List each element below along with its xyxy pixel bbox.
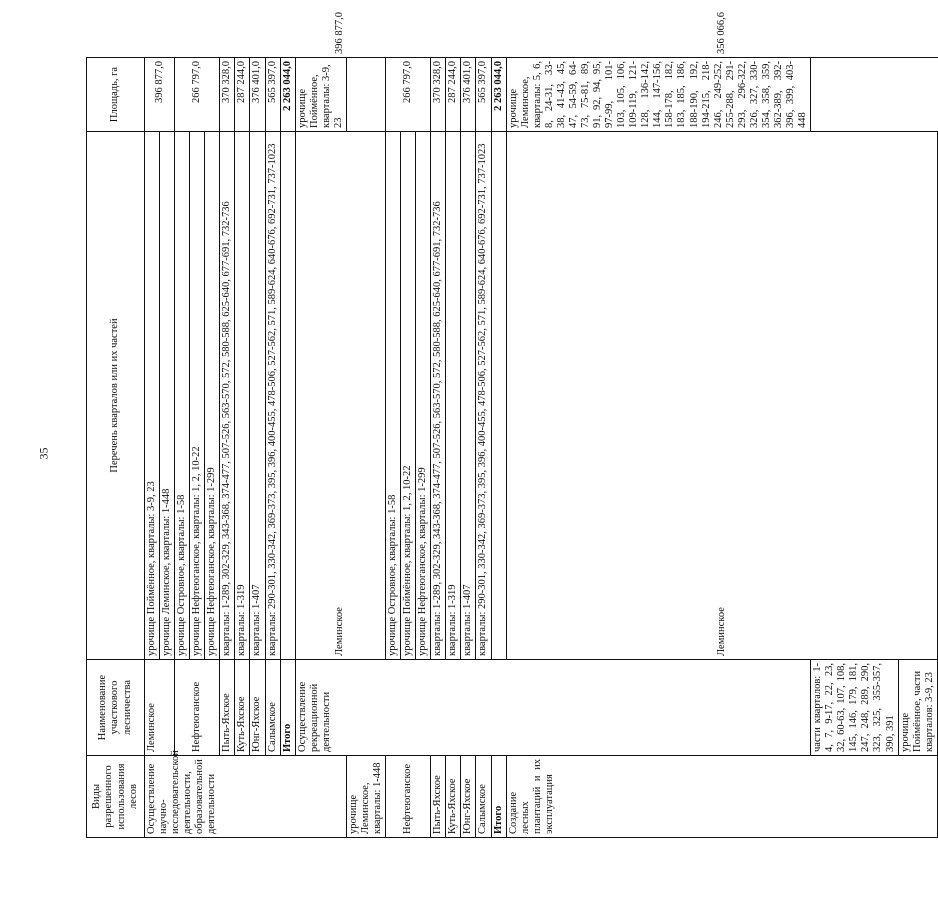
header-area: Площадь, га [87,58,145,132]
quarters-cell: урочище Нефтеюганское, кварталы: 1-299 [205,132,220,660]
quarters-cell: части кварталов: 1-4, 7, 9-17, 22, 23, 32, 60-63, 107, 108, 145, 146, 179, 181, 247, 248, 289, 290, 323, 325, 355-357, 390, 391 [811,660,898,756]
total-area: 2 263 044,0 [491,58,506,132]
table-row: Создание лесных плантаций и их эксплуатация Леминское урочище Леминское, кварталы: 5, 6, 8, 24-31, 33-38, 41-43, 45, 47, 54-59, 64-73, 75-81, 89, 91, 92, 94, 95, 97-99, 101-103, 105, 106, 109-119, 121-128, 136-142, 144, 147-156, 158-178, 182, 183, 185, 186, 188-190, 192, 194-215, 218-246, 249-252, 255-288, 291-293, 296-322, 326, 327, 330-354, 358, 359, 362-389, 392-396, 399, 403-448 356 066,6 [506,58,811,838]
forestry-cell: Леминское [295,132,385,660]
quarters-cell: урочище Поймённое, части кварталов: 3-9, 23 [898,660,937,756]
quarters-cell: кварталы: 1-319 [446,132,461,660]
area-cell: 565 397,0 [265,58,280,132]
table-row: Осуществление рекреационной деятельности Леминское урочище Поймённое, кварталы: 3-9, 23 396 877,0 [295,58,346,838]
area-cell: 287 244,0 [235,58,250,132]
area-cell: 376 401,0 [461,58,476,132]
header-quarters: Перечень кварталов или их частей [87,132,145,660]
area-cell: 396 877,0 [145,58,175,132]
rotated-page [86,12,935,838]
area-cell: 376 401,0 [250,58,265,132]
use-type-cell: Создание лесных плантаций и их эксплуатация [506,756,937,838]
quarters-cell: урочище Нефтеюганское, кварталы: 1-299 [416,132,431,660]
table-row [145,58,160,838]
forestry-cell: Юнг-Яхское [250,660,265,756]
forest-use-table [86,12,938,838]
total-row [280,58,295,838]
quarters-cell: урочище Островное, кварталы: 1-58 [175,132,190,660]
forestry-cell: Пыть-Яхское [431,756,446,838]
forestry-cell: Куть-Яхское [235,660,250,756]
total-label: Итого [280,660,295,756]
forestry-cell: Салымское [265,660,280,756]
forestry-cell: Юнг-Яхское [461,756,476,838]
quarters-cell: кварталы: 1-407 [250,132,265,660]
use-type-cell: Осуществление научно-исследовательской деятельности, образовательной деятельности [145,756,347,838]
table-row [265,58,280,838]
quarters-cell: урочище Леминское, кварталы: 1-448 [346,756,385,838]
area-cell: 287 244,0 [446,58,461,132]
header-forestry: Наименование участкового лесничества [87,660,145,756]
area-cell: 370 328,0 [220,58,235,132]
quarters-cell: кварталы: 290-301, 330-342, 369-373, 395, 396, 400-455, 478-506, 527-562, 571, 589-624, 640-676, 692-731, 737-1023 [476,132,491,660]
forestry-cell: Пыть-Яхское [220,660,235,756]
table-row [235,58,250,838]
forestry-cell: Нефтеюганское [386,756,431,838]
forestry-cell: Нефтеюганское [175,660,220,756]
forestry-cell: Леминское [145,660,175,756]
quarters-cell: урочище Нефтеюганское, кварталы: 1, 2, 10-22 [190,132,205,660]
area-cell: 565 397,0 [476,58,491,132]
quarters-cell: урочище Поймённое, кварталы: 1, 2, 10-22 [401,132,416,660]
table-row [250,58,265,838]
header-use-type: Виды разрешенного использования лесов [87,756,145,838]
quarters-cell: кварталы: 290-301, 330-342, 369-373, 395, 396, 400-455, 478-506, 527-562, 571, 589-624, 640-676, 692-731, 737-1023 [265,132,280,660]
area-cell: 266 797,0 [175,58,220,132]
quarters-cell: урочище Островное, кварталы: 1-58 [386,132,401,660]
quarters-cell: кварталы: 1-319 [235,132,250,660]
quarters-cell: урочище Леминское, кварталы: 5, 6, 8, 24-31, 33-38, 41-43, 45, 47, 54-59, 64-73, 75-81, 89, 91, 92, 94, 95, 97-99, 101-103, 105, 106, 109-119, 121-128, 136-142, 144, 147-156, 158-178, 182, 183, 185, 186, 188-190, 192, 194-215, 218-246, 249-252, 255-288, 291-293, 296-322, 326, 327, 330-354, 358, 359, 362-389, 392-396, 399, 403-448 [506,58,811,132]
table-header-row [87,58,145,838]
forestry-cell: Леминское [506,132,937,660]
area-cell: 370 328,0 [431,58,446,132]
area-cell: 266 797,0 [386,58,431,132]
total-label: Итого [491,756,506,838]
quarters-cell: урочище Поймённое, кварталы: 3-9, 23 [145,132,160,660]
total-area: 2 263 044,0 [280,58,295,132]
quarters-cell: кварталы: 1-407 [461,132,476,660]
table-row [175,58,190,838]
forestry-cell: Салымское [476,756,491,838]
quarters-cell: урочище Леминское, кварталы: 1-448 [160,132,175,660]
quarters-cell: урочище Поймённое, кварталы: 3-9, 23 [295,58,346,132]
forestry-cell: Куть-Яхское [446,756,461,838]
quarters-cell: кварталы: 1-289, 302-329, 343-368, 374-477, 507-526, 563-570, 572, 580-588, 625-640, 677-691, 732-736 [220,132,235,660]
use-type-cell: Осуществление рекреационной деятельности [295,660,811,756]
page-number: 35 [36,447,51,460]
quarters-cell: кварталы: 1-289, 302-329, 343-368, 374-477, 507-526, 563-570, 572, 580-588, 625-640, 677-691, 732-736 [431,132,446,660]
table-row [220,58,235,838]
